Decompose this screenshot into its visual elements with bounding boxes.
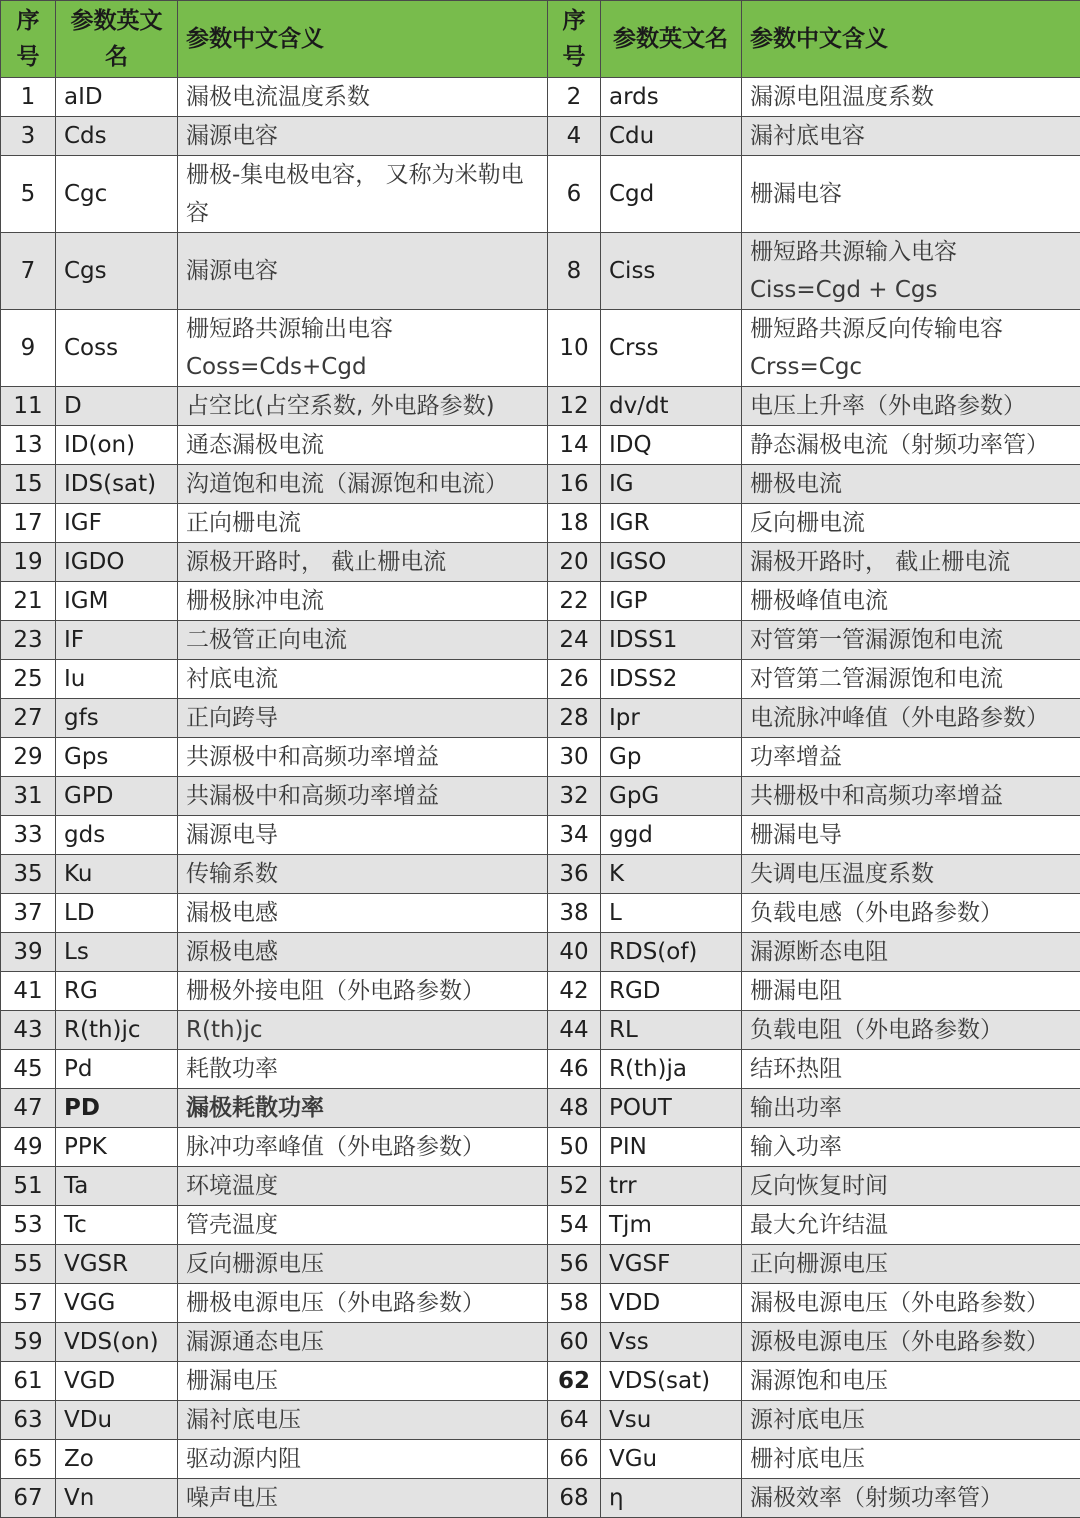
param-chinese-meaning: 栅衬底电压 bbox=[742, 1440, 1080, 1479]
table-row bbox=[1, 777, 1080, 816]
param-english-name: Ku bbox=[56, 855, 178, 894]
param-index: 59 bbox=[1, 1323, 56, 1362]
param-chinese-meaning: 栅漏电容 bbox=[742, 156, 1080, 233]
param-english-name: PD bbox=[56, 1089, 178, 1128]
param-english-name: ards bbox=[601, 78, 742, 117]
param-english-name: VGSR bbox=[56, 1245, 178, 1284]
param-english-name: L bbox=[601, 894, 742, 933]
table-row bbox=[1, 855, 1080, 894]
param-english-name: trr bbox=[601, 1167, 742, 1206]
table-row bbox=[1, 543, 1080, 582]
table-row bbox=[1, 504, 1080, 543]
param-chinese-meaning: 漏极电源电压（外电路参数） bbox=[742, 1284, 1080, 1323]
param-english-name: ID(on) bbox=[56, 426, 178, 465]
param-chinese-meaning: 负载电阻（外电路参数） bbox=[742, 1011, 1080, 1050]
param-chinese-meaning: 漏极电感 bbox=[178, 894, 548, 933]
param-chinese-meaning: 源极开路时， 截止栅电流 bbox=[178, 543, 548, 582]
param-english-name: Pd bbox=[56, 1050, 178, 1089]
table-row bbox=[1, 1323, 1080, 1362]
param-english-name: gfs bbox=[56, 699, 178, 738]
table-row bbox=[1, 1362, 1080, 1401]
param-index: 23 bbox=[1, 621, 56, 660]
param-index: 18 bbox=[548, 504, 601, 543]
param-index: 57 bbox=[1, 1284, 56, 1323]
param-english-name: gds bbox=[56, 816, 178, 855]
param-index: 56 bbox=[548, 1245, 601, 1284]
header-english-name: 参数英文名 bbox=[56, 1, 178, 78]
param-english-name: Cds bbox=[56, 117, 178, 156]
table-row bbox=[1, 1440, 1080, 1479]
param-english-name: IGSO bbox=[601, 543, 742, 582]
param-english-name: Tjm bbox=[601, 1206, 742, 1245]
param-chinese-meaning: 正向栅源电压 bbox=[742, 1245, 1080, 1284]
param-chinese-meaning: 漏源断态电阻 bbox=[742, 933, 1080, 972]
param-english-name: PIN bbox=[601, 1128, 742, 1167]
table-row bbox=[1, 310, 1080, 387]
param-english-name: RGD bbox=[601, 972, 742, 1011]
param-chinese-meaning: 栅漏电阻 bbox=[742, 972, 1080, 1011]
param-english-name: IG bbox=[601, 465, 742, 504]
param-index: 30 bbox=[548, 738, 601, 777]
table-row bbox=[1, 582, 1080, 621]
param-english-name: GpG bbox=[601, 777, 742, 816]
param-index: 52 bbox=[548, 1167, 601, 1206]
param-english-name: VDS(sat) bbox=[601, 1362, 742, 1401]
param-english-name: R(th)jc bbox=[56, 1011, 178, 1050]
param-chinese-meaning: 占空比(占空系数, 外电路参数) bbox=[178, 387, 548, 426]
param-chinese-meaning: 对管第一管漏源饱和电流 bbox=[742, 621, 1080, 660]
param-english-name: VDD bbox=[601, 1284, 742, 1323]
param-index: 47 bbox=[1, 1089, 56, 1128]
param-chinese-meaning: 对管第二管漏源饱和电流 bbox=[742, 660, 1080, 699]
param-index: 53 bbox=[1, 1206, 56, 1245]
param-english-name: Gp bbox=[601, 738, 742, 777]
param-chinese-meaning: 正向栅电流 bbox=[178, 504, 548, 543]
table-row bbox=[1, 1128, 1080, 1167]
param-chinese-meaning: 反向栅源电压 bbox=[178, 1245, 548, 1284]
param-english-name: Ciss bbox=[601, 233, 742, 310]
param-english-name: Zo bbox=[56, 1440, 178, 1479]
param-english-name: GPD bbox=[56, 777, 178, 816]
param-chinese-meaning: 栅极外接电阻（外电路参数） bbox=[178, 972, 548, 1011]
param-index: 65 bbox=[1, 1440, 56, 1479]
param-english-name: K bbox=[601, 855, 742, 894]
param-chinese-meaning: 通态漏极电流 bbox=[178, 426, 548, 465]
param-index: 31 bbox=[1, 777, 56, 816]
param-english-name: IGDO bbox=[56, 543, 178, 582]
param-index: 68 bbox=[548, 1479, 601, 1518]
table-row bbox=[1, 1206, 1080, 1245]
param-index: 2 bbox=[548, 78, 601, 117]
param-index: 37 bbox=[1, 894, 56, 933]
param-english-name: IDSS1 bbox=[601, 621, 742, 660]
param-english-name: R(th)ja bbox=[601, 1050, 742, 1089]
param-chinese-meaning: 栅短路共源输入电容 Ciss=Cgd + Cgs bbox=[742, 233, 1080, 310]
param-index: 12 bbox=[548, 387, 601, 426]
param-english-name: Cgs bbox=[56, 233, 178, 310]
param-chinese-meaning: 环境温度 bbox=[178, 1167, 548, 1206]
param-index: 26 bbox=[548, 660, 601, 699]
table-row bbox=[1, 387, 1080, 426]
param-english-name: Iu bbox=[56, 660, 178, 699]
param-english-name: Ipr bbox=[601, 699, 742, 738]
param-english-name: VDS(on) bbox=[56, 1323, 178, 1362]
param-index: 61 bbox=[1, 1362, 56, 1401]
param-chinese-meaning: 结环热阻 bbox=[742, 1050, 1080, 1089]
header-row bbox=[1, 1, 1080, 78]
param-index: 8 bbox=[548, 233, 601, 310]
param-index: 58 bbox=[548, 1284, 601, 1323]
param-english-name: VGD bbox=[56, 1362, 178, 1401]
param-chinese-meaning: 衬底电流 bbox=[178, 660, 548, 699]
param-english-name: VGG bbox=[56, 1284, 178, 1323]
param-chinese-meaning: 漏源电阻温度系数 bbox=[742, 78, 1080, 117]
param-index: 35 bbox=[1, 855, 56, 894]
param-index: 34 bbox=[548, 816, 601, 855]
param-index: 28 bbox=[548, 699, 601, 738]
param-english-name: VDu bbox=[56, 1401, 178, 1440]
param-index: 1 bbox=[1, 78, 56, 117]
param-index: 20 bbox=[548, 543, 601, 582]
param-english-name: dv/dt bbox=[601, 387, 742, 426]
param-index: 55 bbox=[1, 1245, 56, 1284]
param-english-name: Crss bbox=[601, 310, 742, 387]
header-chinese-meaning-right: 参数中文含义 bbox=[742, 1, 1080, 78]
param-index: 42 bbox=[548, 972, 601, 1011]
param-chinese-meaning: 脉冲功率峰值（外电路参数） bbox=[178, 1128, 548, 1167]
param-english-name: Cgd bbox=[601, 156, 742, 233]
param-index: 63 bbox=[1, 1401, 56, 1440]
param-index: 36 bbox=[548, 855, 601, 894]
param-index: 46 bbox=[548, 1050, 601, 1089]
param-index: 62 bbox=[548, 1362, 601, 1401]
param-index: 29 bbox=[1, 738, 56, 777]
param-chinese-meaning: 正向跨导 bbox=[178, 699, 548, 738]
param-english-name: Ls bbox=[56, 933, 178, 972]
param-index: 10 bbox=[548, 310, 601, 387]
param-chinese-meaning: 功率增益 bbox=[742, 738, 1080, 777]
param-chinese-meaning: 漏极耗散功率 bbox=[178, 1089, 548, 1128]
param-chinese-meaning: 源极电感 bbox=[178, 933, 548, 972]
param-english-name: VGu bbox=[601, 1440, 742, 1479]
param-english-name: D bbox=[56, 387, 178, 426]
param-chinese-meaning: R(th)jc bbox=[178, 1011, 548, 1050]
header-index-right: 序号 bbox=[548, 1, 601, 78]
param-index: 39 bbox=[1, 933, 56, 972]
param-index: 49 bbox=[1, 1128, 56, 1167]
param-english-name: IDQ bbox=[601, 426, 742, 465]
table-row bbox=[1, 972, 1080, 1011]
param-english-name: Ta bbox=[56, 1167, 178, 1206]
param-index: 3 bbox=[1, 117, 56, 156]
param-english-name: RG bbox=[56, 972, 178, 1011]
param-chinese-meaning: 栅极脉冲电流 bbox=[178, 582, 548, 621]
param-index: 64 bbox=[548, 1401, 601, 1440]
param-chinese-meaning: 漏衬底电容 bbox=[742, 117, 1080, 156]
param-index: 15 bbox=[1, 465, 56, 504]
table-row bbox=[1, 426, 1080, 465]
param-chinese-meaning: 栅极峰值电流 bbox=[742, 582, 1080, 621]
param-chinese-meaning: 共源极中和高频功率增益 bbox=[178, 738, 548, 777]
param-chinese-meaning: 源衬底电压 bbox=[742, 1401, 1080, 1440]
param-index: 14 bbox=[548, 426, 601, 465]
table-row bbox=[1, 933, 1080, 972]
param-chinese-meaning: 最大允许结温 bbox=[742, 1206, 1080, 1245]
table-row bbox=[1, 465, 1080, 504]
param-chinese-meaning: 电流脉冲峰值（外电路参数） bbox=[742, 699, 1080, 738]
param-english-name: Vss bbox=[601, 1323, 742, 1362]
table-body bbox=[1, 78, 1080, 1518]
param-english-name: η bbox=[601, 1479, 742, 1518]
param-chinese-meaning: 耗散功率 bbox=[178, 1050, 548, 1089]
param-index: 66 bbox=[548, 1440, 601, 1479]
table-row bbox=[1, 1245, 1080, 1284]
param-english-name: POUT bbox=[601, 1089, 742, 1128]
table-row bbox=[1, 738, 1080, 777]
param-index: 67 bbox=[1, 1479, 56, 1518]
param-index: 25 bbox=[1, 660, 56, 699]
param-index: 60 bbox=[548, 1323, 601, 1362]
table-row bbox=[1, 1089, 1080, 1128]
param-chinese-meaning: 漏源电容 bbox=[178, 117, 548, 156]
param-english-name: IF bbox=[56, 621, 178, 660]
param-english-name: IGM bbox=[56, 582, 178, 621]
param-index: 17 bbox=[1, 504, 56, 543]
param-chinese-meaning: 沟道饱和电流（漏源饱和电流） bbox=[178, 465, 548, 504]
param-chinese-meaning: 栅极电流 bbox=[742, 465, 1080, 504]
param-index: 45 bbox=[1, 1050, 56, 1089]
param-chinese-meaning: 漏源通态电压 bbox=[178, 1323, 548, 1362]
table-row bbox=[1, 78, 1080, 117]
param-english-name: RL bbox=[601, 1011, 742, 1050]
param-chinese-meaning: 电压上升率（外电路参数） bbox=[742, 387, 1080, 426]
param-chinese-meaning: 噪声电压 bbox=[178, 1479, 548, 1518]
param-index: 7 bbox=[1, 233, 56, 310]
table-row bbox=[1, 816, 1080, 855]
param-chinese-meaning: 反向恢复时间 bbox=[742, 1167, 1080, 1206]
param-english-name: PPK bbox=[56, 1128, 178, 1167]
param-chinese-meaning: 共栅极中和高频功率增益 bbox=[742, 777, 1080, 816]
param-index: 32 bbox=[548, 777, 601, 816]
param-chinese-meaning: 输出功率 bbox=[742, 1089, 1080, 1128]
param-index: 44 bbox=[548, 1011, 601, 1050]
param-index: 9 bbox=[1, 310, 56, 387]
param-chinese-meaning: 反向栅电流 bbox=[742, 504, 1080, 543]
param-chinese-meaning: 输入功率 bbox=[742, 1128, 1080, 1167]
param-chinese-meaning: 共漏极中和高频功率增益 bbox=[178, 777, 548, 816]
param-chinese-meaning: 漏极电流温度系数 bbox=[178, 78, 548, 117]
param-chinese-meaning: 漏源电容 bbox=[178, 233, 548, 310]
param-english-name: ggd bbox=[601, 816, 742, 855]
param-chinese-meaning: 传输系数 bbox=[178, 855, 548, 894]
param-index: 50 bbox=[548, 1128, 601, 1167]
param-chinese-meaning: 栅漏电压 bbox=[178, 1362, 548, 1401]
param-index: 40 bbox=[548, 933, 601, 972]
table-row bbox=[1, 1284, 1080, 1323]
param-english-name: IGF bbox=[56, 504, 178, 543]
param-index: 51 bbox=[1, 1167, 56, 1206]
param-english-name: IDSS2 bbox=[601, 660, 742, 699]
table-row bbox=[1, 117, 1080, 156]
table-row bbox=[1, 1011, 1080, 1050]
param-chinese-meaning: 失调电压温度系数 bbox=[742, 855, 1080, 894]
param-index: 43 bbox=[1, 1011, 56, 1050]
header-index: 序号 bbox=[1, 1, 56, 78]
param-chinese-meaning: 栅极电源电压（外电路参数） bbox=[178, 1284, 548, 1323]
param-english-name: IGR bbox=[601, 504, 742, 543]
table-row bbox=[1, 894, 1080, 933]
param-index: 41 bbox=[1, 972, 56, 1011]
param-english-name: Cdu bbox=[601, 117, 742, 156]
param-chinese-meaning: 漏极效率（射频功率管） bbox=[742, 1479, 1080, 1518]
param-index: 33 bbox=[1, 816, 56, 855]
table-row bbox=[1, 1479, 1080, 1518]
param-english-name: Vsu bbox=[601, 1401, 742, 1440]
param-chinese-meaning: 静态漏极电流（射频功率管） bbox=[742, 426, 1080, 465]
param-index: 21 bbox=[1, 582, 56, 621]
param-chinese-meaning: 漏极开路时， 截止栅电流 bbox=[742, 543, 1080, 582]
param-index: 27 bbox=[1, 699, 56, 738]
param-english-name: Gps bbox=[56, 738, 178, 777]
param-chinese-meaning: 漏源电导 bbox=[178, 816, 548, 855]
table-row bbox=[1, 699, 1080, 738]
param-english-name: IDS(sat) bbox=[56, 465, 178, 504]
param-index: 11 bbox=[1, 387, 56, 426]
table-row bbox=[1, 1401, 1080, 1440]
param-index: 19 bbox=[1, 543, 56, 582]
table-row bbox=[1, 621, 1080, 660]
param-english-name: Vn bbox=[56, 1479, 178, 1518]
param-index: 4 bbox=[548, 117, 601, 156]
param-english-name: RDS(of) bbox=[601, 933, 742, 972]
param-index: 24 bbox=[548, 621, 601, 660]
param-index: 54 bbox=[548, 1206, 601, 1245]
param-chinese-meaning: 栅漏电导 bbox=[742, 816, 1080, 855]
table-row bbox=[1, 1050, 1080, 1089]
param-chinese-meaning: 栅短路共源反向传输电容 Crss=Cgc bbox=[742, 310, 1080, 387]
param-english-name: Coss bbox=[56, 310, 178, 387]
header-chinese-meaning: 参数中文含义 bbox=[178, 1, 548, 78]
param-chinese-meaning: 栅极-集电极电容， 又称为米勒电容 bbox=[178, 156, 548, 233]
param-chinese-meaning: 管壳温度 bbox=[178, 1206, 548, 1245]
table-row bbox=[1, 156, 1080, 233]
param-english-name: VGSF bbox=[601, 1245, 742, 1284]
param-chinese-meaning: 源极电源电压（外电路参数） bbox=[742, 1323, 1080, 1362]
table-row bbox=[1, 233, 1080, 310]
header-english-name-right: 参数英文名 bbox=[601, 1, 742, 78]
param-english-name: aID bbox=[56, 78, 178, 117]
param-english-name: IGP bbox=[601, 582, 742, 621]
param-english-name: Cgc bbox=[56, 156, 178, 233]
param-chinese-meaning: 栅短路共源输出电容 Coss=Cds+Cgd bbox=[178, 310, 548, 387]
param-index: 22 bbox=[548, 582, 601, 621]
param-chinese-meaning: 负载电感（外电路参数） bbox=[742, 894, 1080, 933]
param-chinese-meaning: 驱动源内阻 bbox=[178, 1440, 548, 1479]
param-index: 48 bbox=[548, 1089, 601, 1128]
param-chinese-meaning: 漏衬底电压 bbox=[178, 1401, 548, 1440]
param-chinese-meaning: 二极管正向电流 bbox=[178, 621, 548, 660]
param-index: 6 bbox=[548, 156, 601, 233]
param-chinese-meaning: 漏源饱和电压 bbox=[742, 1362, 1080, 1401]
param-index: 13 bbox=[1, 426, 56, 465]
table-row bbox=[1, 660, 1080, 699]
param-english-name: LD bbox=[56, 894, 178, 933]
param-index: 16 bbox=[548, 465, 601, 504]
table-row bbox=[1, 1167, 1080, 1206]
param-index: 5 bbox=[1, 156, 56, 233]
param-english-name: Tc bbox=[56, 1206, 178, 1245]
param-index: 38 bbox=[548, 894, 601, 933]
